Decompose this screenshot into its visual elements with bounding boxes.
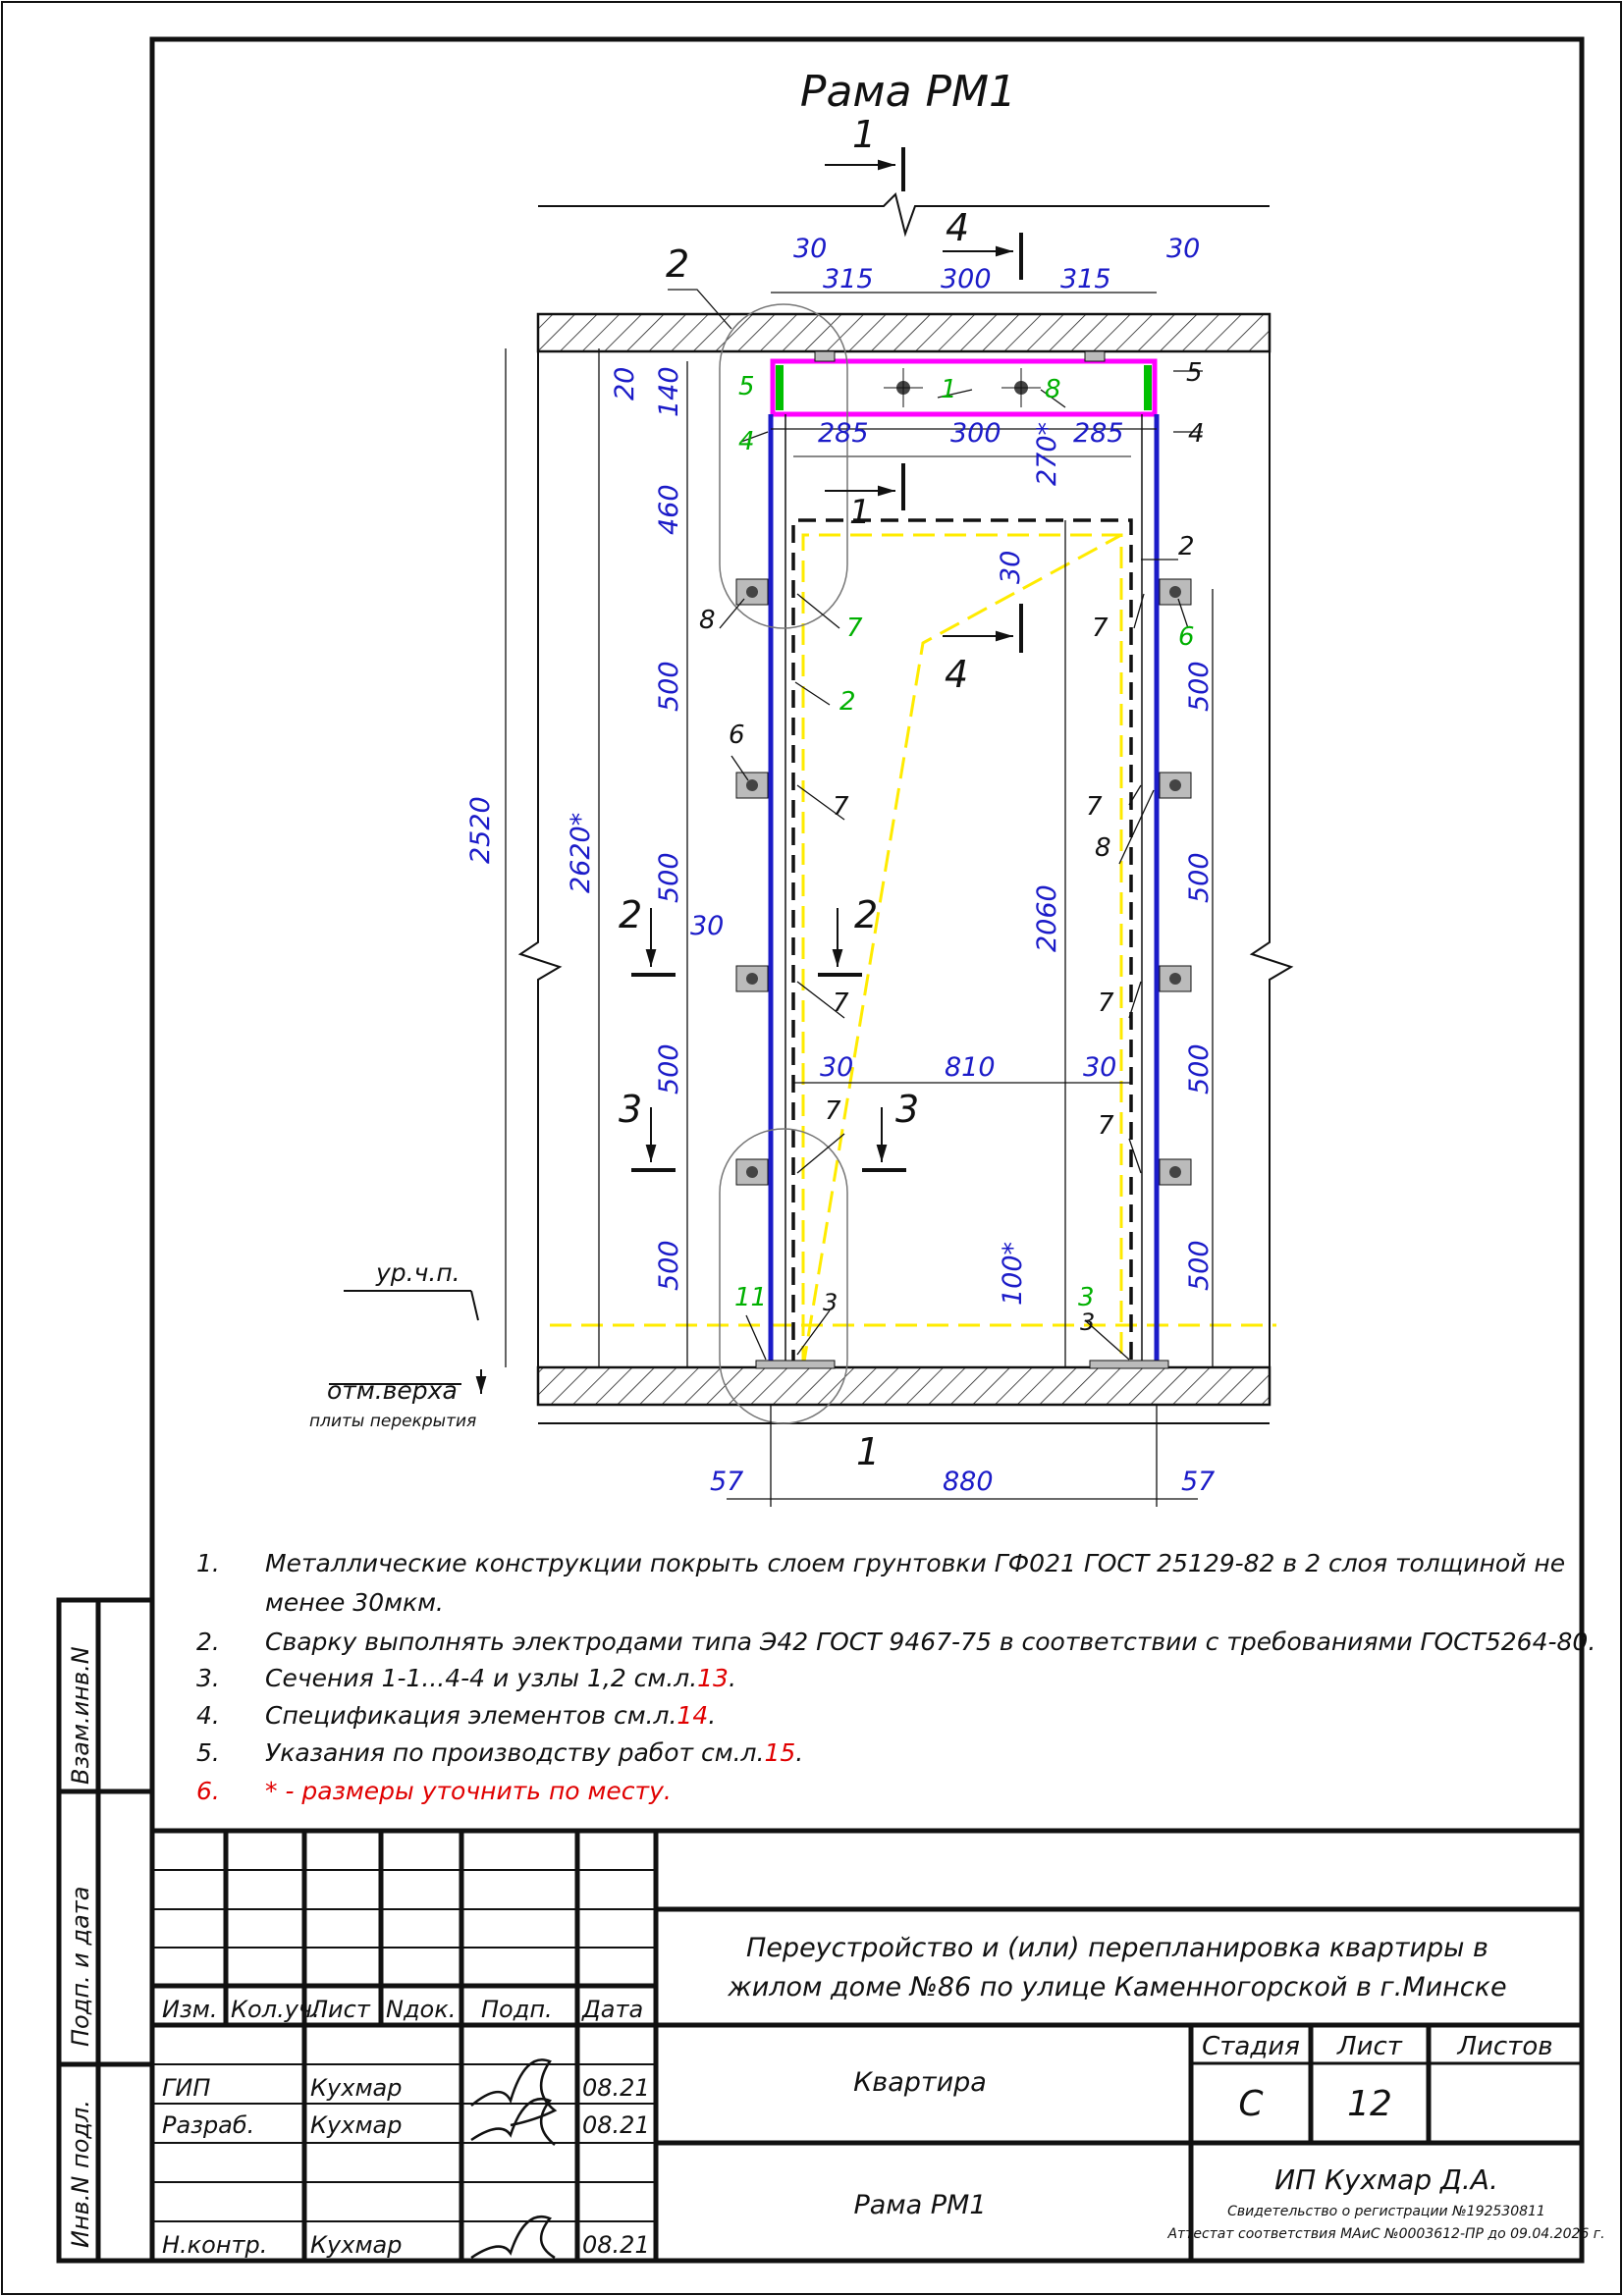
note-1-num: 1. [196, 1549, 220, 1577]
tb-cert2: Аттестат соответствия МАиС №0003612-ПР до 09.04.2026 г. [1167, 2226, 1605, 2242]
dim-500-r1: 500 [1184, 661, 1215, 712]
note-2-text: Сварку выполнять электродами типа Э42 ГОСТ 9467-75 в соответствии с требованиями ГОСТ5264-80. [265, 1628, 1596, 1656]
dim-300-top: 300 [941, 264, 992, 294]
pos-7-r4: 7 [1098, 1111, 1114, 1141]
stamp-vzam: Взам.инв.N [67, 1646, 94, 1785]
tb-h-ndok: Nдок. [386, 1996, 457, 2023]
stamp-inv: Инв.N подл. [67, 2100, 94, 2248]
tb-project-line2: жилом доме №86 по улице Каменногорской в г.Минске [728, 1972, 1507, 2002]
tb-sheets-label: Листов [1457, 2032, 1553, 2061]
note-5-ref[interactable]: 15 [764, 1738, 796, 1767]
note-4-tail: . [708, 1701, 717, 1730]
pos-7-r1: 7 [1092, 614, 1109, 643]
pos-7-l4: 7 [825, 1096, 841, 1126]
note-3-tail: . [728, 1664, 736, 1692]
section-4-top: 4 [946, 206, 970, 249]
dim-140: 140 [654, 366, 684, 417]
slab-top-label: отм.верха [327, 1376, 458, 1405]
pos-4-left: 4 [738, 427, 755, 456]
dim-500-r2: 500 [1184, 852, 1215, 903]
slab-sub-label: плиты перекрытия [309, 1412, 477, 1431]
tb-role-razrab: Разраб. [162, 2111, 255, 2139]
tb-h-podp: Подп. [481, 1996, 553, 2023]
note-4-num: 4. [196, 1701, 220, 1730]
left-wall-break [520, 351, 560, 1367]
dim-300-mid: 300 [950, 418, 1001, 449]
node-1-label: 1 [856, 1430, 881, 1473]
pos-3-left: 3 [823, 1289, 839, 1316]
pos-8-right: 8 [1095, 833, 1111, 863]
tb-name-razrab: Кухмар [310, 2111, 403, 2139]
pos-11: 11 [734, 1283, 768, 1312]
note-3-text: Сечения 1-1...4-4 и узлы 1,2 см.л. [265, 1664, 698, 1692]
tb-project-line1: Переустройство и (или) перепланировка квартиры в [746, 1933, 1488, 1963]
pos-4-right: 4 [1188, 419, 1205, 449]
dim-30-plate: 30 [690, 911, 725, 941]
note-6-text: * - размеры уточнить по месту. [265, 1777, 672, 1805]
tb-date-gip: 08.21 [582, 2074, 650, 2102]
tb-name-gip: Кухмар [310, 2074, 403, 2102]
tb-stage-label: Стадия [1202, 2032, 1300, 2061]
dim-100: 100* [998, 1241, 1028, 1306]
tb-role-nkontr: Н.контр. [162, 2231, 268, 2259]
dim-460: 460 [654, 484, 684, 535]
dim-500-r4: 500 [1184, 1240, 1215, 1291]
note-4-ref[interactable]: 14 [676, 1701, 709, 1730]
tb-sheet-name: Рама РМ1 [853, 2190, 987, 2220]
tb-h-date: Дата [582, 1996, 644, 2023]
dim-57-right: 57 [1181, 1467, 1216, 1497]
dim-20: 20 [610, 366, 640, 400]
dim-285-left: 285 [818, 418, 869, 449]
signature-marks [471, 2059, 555, 2258]
pos-7-r2: 7 [1086, 792, 1103, 822]
section-2-left: 2 [619, 893, 643, 936]
pos-2-left: 2 [839, 687, 856, 717]
dim-2060: 2060 [1032, 884, 1062, 952]
note-6-num: 6. [196, 1777, 220, 1805]
tb-object: Квартира [853, 2067, 987, 2098]
position-numbers [699, 358, 1205, 1336]
pos-6-green: 6 [1178, 622, 1195, 652]
tb-name-nkontr: Кухмар [310, 2231, 403, 2259]
dim-500-l4: 500 [654, 1240, 684, 1291]
section-1-top: 1 [852, 113, 877, 156]
dim-2520: 2520 [465, 796, 496, 864]
tb-sheet: 12 [1347, 2084, 1392, 2124]
note-5-tail: . [795, 1738, 804, 1767]
pos-7-r3: 7 [1098, 988, 1114, 1018]
note-4-text: Спецификация элементов см.л. [265, 1701, 677, 1730]
section-2-right: 2 [854, 893, 879, 936]
dim-57-left: 57 [710, 1467, 744, 1497]
section-3-right: 3 [895, 1088, 920, 1131]
pos-1-lintel: 1 [941, 375, 957, 404]
dim-500-r3: 500 [1184, 1043, 1215, 1095]
note-5-text: Указания по производству работ см.л. [265, 1738, 765, 1767]
dim-30-bl: 30 [820, 1052, 854, 1083]
pos-3-right: 3 [1080, 1308, 1096, 1336]
note-1-text2: менее 30мкм. [265, 1588, 444, 1617]
dim-500-l2: 500 [654, 852, 684, 903]
drawing-title: Рама РМ1 [799, 67, 1017, 117]
dim-285-right: 285 [1073, 418, 1124, 449]
pos-5-left: 5 [738, 372, 755, 401]
tb-date-nkontr: 08.21 [582, 2231, 650, 2259]
tb-date-razrab: 08.21 [582, 2111, 650, 2139]
dim-315-right: 315 [1060, 264, 1111, 294]
node-2-label: 2 [666, 242, 690, 286]
note-5-num: 5. [196, 1738, 220, 1767]
tb-role-gip: ГИП [162, 2074, 211, 2102]
dim-2620: 2620* [566, 812, 596, 893]
dim-500-l3: 500 [654, 1043, 684, 1095]
dim-500-l1: 500 [654, 661, 684, 712]
dim-30-top-left: 30 [793, 234, 828, 264]
right-wall-break [1252, 351, 1291, 1367]
dim-30-door: 30 [996, 550, 1026, 584]
pos-7-l2: 7 [833, 792, 849, 822]
section-1-mid: 1 [849, 493, 871, 532]
pos-8-left: 8 [699, 606, 716, 635]
dim-30-br: 30 [1083, 1052, 1117, 1083]
note-3-ref[interactable]: 13 [697, 1664, 729, 1692]
top-slab [538, 194, 1270, 351]
pos-2-right: 2 [1178, 532, 1195, 561]
tb-h-list: Лист [310, 1996, 370, 2023]
frame-posts [771, 414, 1157, 1367]
note-2-num: 2. [196, 1628, 220, 1656]
inner-frame [152, 39, 1582, 2261]
pos-7-green: 7 [846, 614, 863, 643]
dim-880: 880 [943, 1467, 994, 1497]
tb-company: ИП Кухмар Д.А. [1274, 2163, 1498, 2196]
lintel-beam [773, 351, 1155, 414]
pos-6-left: 6 [729, 721, 745, 750]
tb-h-izm: Изм. [162, 1996, 218, 2023]
dim-30-top-right: 30 [1166, 234, 1201, 264]
note-3-num: 3. [196, 1664, 220, 1692]
pos-5-right: 5 [1186, 358, 1203, 388]
dim-270: 270* [1032, 421, 1062, 486]
pos-3-green: 3 [1078, 1283, 1095, 1312]
dim-315-left: 315 [823, 264, 874, 294]
note-1-text: Металлические конструкции покрыть слоем грунтовки ГФ021 ГОСТ 25129-82 в 2 слоя толщиной не [265, 1549, 1566, 1577]
section-4-mid: 4 [945, 653, 969, 696]
pos-7-l3: 7 [833, 988, 849, 1018]
tb-cert1: Свидетельство о регистрации №192530811 [1227, 2204, 1545, 2219]
tb-stage: С [1238, 2084, 1264, 2124]
stamp-podp: Подп. и дата [67, 1886, 94, 2047]
tb-h-koluch: Кол.уч. [231, 1996, 320, 2023]
inner-dashed-frame [793, 456, 1131, 1367]
section-3-left: 3 [619, 1088, 643, 1131]
dim-810: 810 [945, 1052, 996, 1083]
floor-finish-label: ур.ч.п. [376, 1258, 460, 1287]
tb-sheet-label: Лист [1337, 2032, 1402, 2061]
bottom-slab [538, 1367, 1270, 1423]
pos-8-lintel: 8 [1045, 375, 1061, 404]
